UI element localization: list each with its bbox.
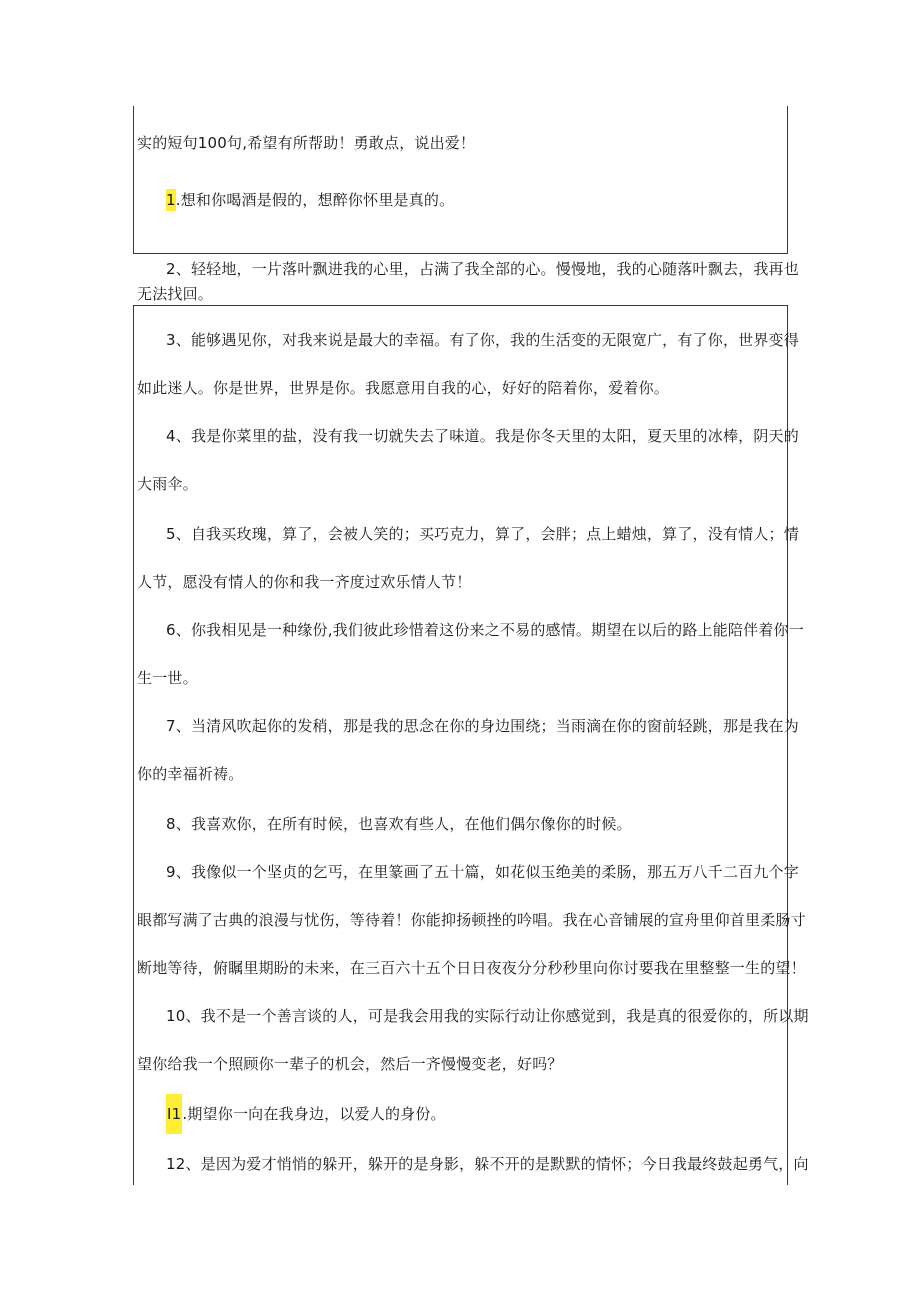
item-11-number: I1 xyxy=(166,1094,182,1134)
item-3-line2: 如此迷人。你是世界，世界是你。我愿意用自我的心，好好的陪着你，爱着你。 xyxy=(137,379,670,397)
item-2-line1: 2、轻轻地，一片落叶飘进我的心里，占满了我全部的心。慢慢地，我的心随落叶飘去，我再也 xyxy=(166,260,799,278)
item-9-line2: 眼都写满了古典的浪漫与忧伤，等待着！你能抑扬顿挫的吟唱。我在心音铺展的宣舟里仰首里柔肠寸 xyxy=(137,911,806,929)
item-4-line2: 大雨伞。 xyxy=(137,475,198,493)
item-6-line2: 生一世。 xyxy=(137,669,198,687)
item-4-line1: 4、我是你菜里的盐，没有我一切就失去了味道。我是你冬天里的太阳，夏天里的冰棒，阴天的 xyxy=(166,427,799,445)
item-11-text: .期望你一向在我身边，以爱人的身份。 xyxy=(182,1105,446,1123)
item-1-text: .想和你喝酒是假的，想醉你怀里是真的。 xyxy=(175,191,455,209)
item-2-line2: 无法找回。 xyxy=(137,285,214,303)
item-5-line1: 5、自我买玫瑰，算了，会被人笑的；买巧克力，算了，会胖；点上蜡烛，算了，没有情人；情 xyxy=(166,525,799,543)
item-1-number: 1 xyxy=(166,191,176,209)
item-10-line1: 10、我不是一个善言谈的人，可是我会用我的实际行动让你感觉到，我是真的很爱你的，所以期 xyxy=(166,1007,809,1025)
item-9-line3: 断地等待，俯瞩里期盼的未来，在三百六十五个日日夜夜分分秒秒里向你讨要我在里整整一生的望！ xyxy=(137,959,806,977)
item-5-line2: 人节，愿没有情人的你和我一齐度过欢乐情人节！ xyxy=(137,573,472,591)
item-11 xyxy=(166,1104,446,1134)
item-12-line1: 12、是因为爱才悄悄的躲开，躲开的是身影，躲不开的是默默的情怀；今日我最终鼓起勇气，向 xyxy=(166,1155,809,1173)
item-6-line1: 6、你我相见是一种缘份,我们彼此珍惜着这份来之不易的感情。期望在以后的路上能陪伴着你一 xyxy=(166,621,804,639)
item-7-line2: 你的幸福祈祷。 xyxy=(137,765,244,783)
table-cell-top xyxy=(133,106,788,254)
item-7-line1: 7、当清风吹起你的发稍，那是我的思念在你的身边围绕；当雨滴在你的窗前轻跳，那是我在为 xyxy=(166,717,799,735)
intro-tail: 实的短句100句,希望有所帮助！勇敢点，说出爱！ xyxy=(137,134,476,152)
item-9-line1: 9、我像似一个坚贞的乞丐，在里篆画了五十篇，如花似玉绝美的柔肠，那五万八千二百九个字 xyxy=(166,863,799,881)
item-8-line1: 8、我喜欢你，在所有时候，也喜欢有些人，在他们偶尔像你的时候。 xyxy=(166,815,632,833)
item-10-line2: 望你给我一个照顾你一辈子的机会，然后一齐慢慢变老，好吗？ xyxy=(137,1055,563,1073)
item-3-line1: 3、能够遇见你，对我来说是最大的幸福。有了你，我的生活变的无限宽广，有了你，世界变得 xyxy=(166,331,799,349)
item-1 xyxy=(166,190,454,210)
